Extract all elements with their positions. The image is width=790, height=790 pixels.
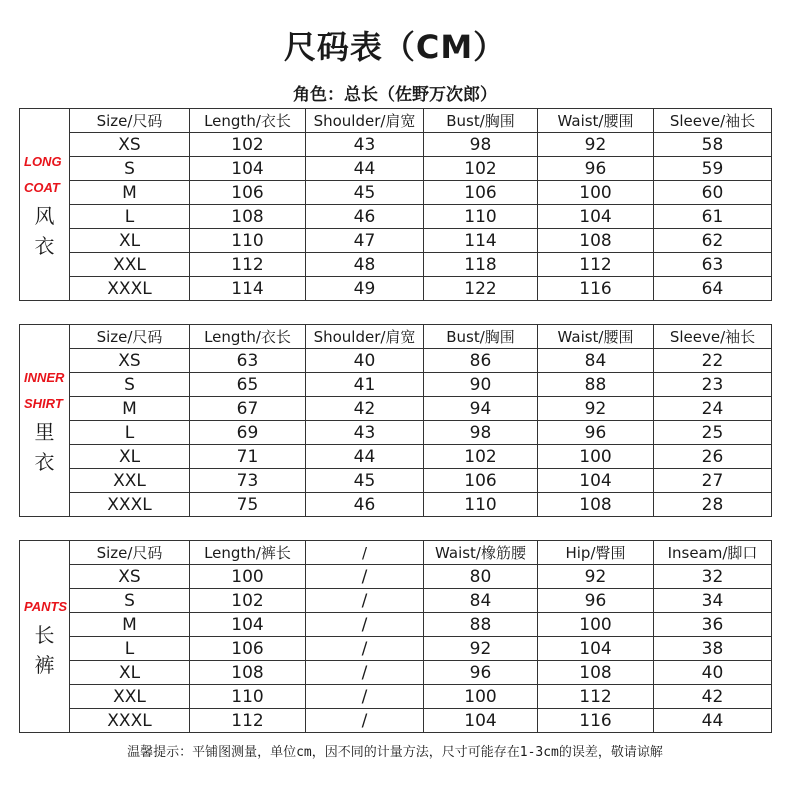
measurement-cell: 116 — [538, 277, 654, 301]
measurement-cell: 114 — [424, 229, 538, 253]
table-row — [20, 253, 772, 277]
measurement-cell: 112 — [538, 685, 654, 709]
table-row — [20, 613, 772, 637]
table-row — [20, 181, 772, 205]
table-header-row — [20, 541, 772, 565]
size-cell: M — [70, 397, 190, 421]
measurement-cell: 86 — [424, 349, 538, 373]
measurement-cell: 38 — [654, 637, 772, 661]
page-title: 尺码表（CM） — [283, 28, 507, 66]
measurement-cell: 102 — [190, 589, 306, 613]
page-subtitle: 角色：总长（佐野万次郎） — [293, 85, 497, 105]
garment-label-en: LONG — [24, 153, 62, 169]
garment-label-zh: 里 — [34, 419, 55, 444]
measurement-cell: 46 — [306, 205, 424, 229]
column-header: Size/尺码 — [70, 541, 190, 565]
size-cell: S — [70, 589, 190, 613]
column-header: Length/裤长 — [190, 541, 306, 565]
measurement-cell: 44 — [306, 157, 424, 181]
measurement-cell: 42 — [306, 397, 424, 421]
garment-label-zh: 裤 — [34, 652, 55, 677]
garment-label-en: INNER — [24, 369, 65, 385]
measurement-cell: 94 — [424, 397, 538, 421]
size-cell: L — [70, 637, 190, 661]
measurement-cell: 106 — [190, 181, 306, 205]
size-table-inner-shirt — [19, 324, 772, 517]
garment-label-zh: 长 — [34, 622, 55, 647]
measurement-cell: 41 — [306, 373, 424, 397]
measurement-cell: 108 — [190, 661, 306, 685]
measurement-cell: / — [306, 661, 424, 685]
table-row — [20, 349, 772, 373]
size-cell: XL — [70, 229, 190, 253]
column-header: Waist/橡筋腰 — [424, 541, 538, 565]
measurement-cell: 92 — [538, 133, 654, 157]
measurement-cell: 73 — [190, 469, 306, 493]
measurement-cell: 108 — [538, 661, 654, 685]
footnote: 温馨提示：平铺图测量，单位cm，因不同的计量方法，尺寸可能存在1-3cm的误差，敬请谅解 — [127, 745, 663, 760]
measurement-cell: 108 — [190, 205, 306, 229]
measurement-cell: 92 — [538, 565, 654, 589]
measurement-cell: 92 — [538, 397, 654, 421]
measurement-cell: / — [306, 589, 424, 613]
measurement-cell: / — [306, 685, 424, 709]
garment-label-en: PANTS — [24, 598, 68, 614]
column-header: / — [306, 541, 424, 565]
size-cell: XS — [70, 133, 190, 157]
garment-label — [20, 325, 70, 517]
column-header: Size/尺码 — [70, 325, 190, 349]
measurement-cell: 45 — [306, 469, 424, 493]
measurement-cell: 110 — [424, 205, 538, 229]
measurement-cell: 114 — [190, 277, 306, 301]
size-cell: M — [70, 613, 190, 637]
table-row — [20, 445, 772, 469]
measurement-cell: 100 — [538, 613, 654, 637]
table-header-row — [20, 109, 772, 133]
measurement-cell: 112 — [190, 253, 306, 277]
measurement-cell: 43 — [306, 133, 424, 157]
column-header: Length/衣长 — [190, 109, 306, 133]
measurement-cell: 59 — [654, 157, 772, 181]
table-row — [20, 205, 772, 229]
size-cell: XL — [70, 661, 190, 685]
size-cell: L — [70, 421, 190, 445]
measurement-cell: 84 — [538, 349, 654, 373]
table-row — [20, 637, 772, 661]
column-header: Sleeve/袖长 — [654, 325, 772, 349]
measurement-cell: 88 — [538, 373, 654, 397]
measurement-cell: 62 — [654, 229, 772, 253]
size-cell: XL — [70, 445, 190, 469]
measurement-cell: 42 — [654, 685, 772, 709]
size-cell: XXXL — [70, 493, 190, 517]
size-cell: XXXL — [70, 709, 190, 733]
measurement-cell: / — [306, 637, 424, 661]
table-row — [20, 157, 772, 181]
measurement-cell: 100 — [538, 181, 654, 205]
measurement-cell: 48 — [306, 253, 424, 277]
measurement-cell: 104 — [424, 709, 538, 733]
measurement-cell: 104 — [190, 157, 306, 181]
measurement-cell: 100 — [190, 565, 306, 589]
size-cell: M — [70, 181, 190, 205]
measurement-cell: 75 — [190, 493, 306, 517]
measurement-cell: 106 — [424, 469, 538, 493]
size-cell: XXL — [70, 685, 190, 709]
measurement-cell: 100 — [538, 445, 654, 469]
measurement-cell: 104 — [538, 637, 654, 661]
measurement-cell: 112 — [190, 709, 306, 733]
measurement-cell: 44 — [654, 709, 772, 733]
measurement-cell: 47 — [306, 229, 424, 253]
measurement-cell: 63 — [190, 349, 306, 373]
column-header: Inseam/脚口 — [654, 541, 772, 565]
measurement-cell: 65 — [190, 373, 306, 397]
measurement-cell: / — [306, 709, 424, 733]
measurement-cell: 96 — [538, 589, 654, 613]
table-row — [20, 373, 772, 397]
column-header: Bust/胸围 — [424, 109, 538, 133]
measurement-cell: 67 — [190, 397, 306, 421]
measurement-cell: 122 — [424, 277, 538, 301]
column-header: Hip/臀围 — [538, 541, 654, 565]
measurement-cell: 90 — [424, 373, 538, 397]
size-table-pants — [19, 540, 772, 733]
measurement-cell: 102 — [190, 133, 306, 157]
garment-label — [20, 541, 70, 733]
table-row — [20, 421, 772, 445]
column-header: Size/尺码 — [70, 109, 190, 133]
measurement-cell: 23 — [654, 373, 772, 397]
column-header: Shoulder/肩宽 — [306, 325, 424, 349]
measurement-cell: 44 — [306, 445, 424, 469]
size-cell: XXL — [70, 469, 190, 493]
measurement-cell: 61 — [654, 205, 772, 229]
measurement-cell: 110 — [190, 685, 306, 709]
measurement-cell: 100 — [424, 685, 538, 709]
size-cell: XS — [70, 565, 190, 589]
measurement-cell: 102 — [424, 157, 538, 181]
table-row — [20, 493, 772, 517]
measurement-cell: 98 — [424, 421, 538, 445]
measurement-cell: 88 — [424, 613, 538, 637]
measurement-cell: 106 — [190, 637, 306, 661]
measurement-cell: 40 — [306, 349, 424, 373]
measurement-cell: 64 — [654, 277, 772, 301]
measurement-cell: 71 — [190, 445, 306, 469]
garment-label-zh: 衣 — [34, 233, 55, 258]
measurement-cell: 34 — [654, 589, 772, 613]
measurement-cell: 96 — [538, 421, 654, 445]
measurement-cell: 104 — [190, 613, 306, 637]
measurement-cell: 58 — [654, 133, 772, 157]
table-row — [20, 469, 772, 493]
measurement-cell: 28 — [654, 493, 772, 517]
measurement-cell: 84 — [424, 589, 538, 613]
table-header-row — [20, 325, 772, 349]
column-header: Waist/腰围 — [538, 325, 654, 349]
measurement-cell: / — [306, 613, 424, 637]
size-cell: XXXL — [70, 277, 190, 301]
measurement-cell: 32 — [654, 565, 772, 589]
size-cell: L — [70, 205, 190, 229]
measurement-cell: 69 — [190, 421, 306, 445]
measurement-cell: 112 — [538, 253, 654, 277]
table-row — [20, 709, 772, 733]
measurement-cell: 96 — [424, 661, 538, 685]
garment-label-zh: 风 — [34, 203, 55, 228]
measurement-cell: 46 — [306, 493, 424, 517]
measurement-cell: 96 — [538, 157, 654, 181]
measurement-cell: 49 — [306, 277, 424, 301]
table-row — [20, 397, 772, 421]
measurement-cell: 102 — [424, 445, 538, 469]
measurement-cell: 108 — [538, 229, 654, 253]
measurement-cell: 43 — [306, 421, 424, 445]
size-cell: XXL — [70, 253, 190, 277]
measurement-cell: 36 — [654, 613, 772, 637]
measurement-cell: 25 — [654, 421, 772, 445]
garment-label — [20, 109, 70, 301]
measurement-cell: 110 — [424, 493, 538, 517]
size-table-long-coat — [19, 108, 772, 301]
measurement-cell: 104 — [538, 205, 654, 229]
measurement-cell: / — [306, 565, 424, 589]
table-row — [20, 589, 772, 613]
measurement-cell: 98 — [424, 133, 538, 157]
measurement-cell: 22 — [654, 349, 772, 373]
column-header: Shoulder/肩宽 — [306, 109, 424, 133]
measurement-cell: 27 — [654, 469, 772, 493]
measurement-cell: 92 — [424, 637, 538, 661]
measurement-cell: 108 — [538, 493, 654, 517]
garment-label-en: SHIRT — [24, 395, 63, 411]
column-header: Bust/胸围 — [424, 325, 538, 349]
measurement-cell: 116 — [538, 709, 654, 733]
measurement-cell: 118 — [424, 253, 538, 277]
measurement-cell: 106 — [424, 181, 538, 205]
table-row — [20, 565, 772, 589]
table-row — [20, 133, 772, 157]
measurement-cell: 24 — [654, 397, 772, 421]
garment-label-zh: 衣 — [34, 449, 55, 474]
table-row — [20, 685, 772, 709]
column-header: Length/衣长 — [190, 325, 306, 349]
measurement-cell: 40 — [654, 661, 772, 685]
measurement-cell: 26 — [654, 445, 772, 469]
measurement-cell: 104 — [538, 469, 654, 493]
table-row — [20, 229, 772, 253]
size-cell: XS — [70, 349, 190, 373]
measurement-cell: 45 — [306, 181, 424, 205]
measurement-cell: 60 — [654, 181, 772, 205]
garment-label-en: COAT — [24, 179, 60, 195]
measurement-cell: 80 — [424, 565, 538, 589]
table-row — [20, 661, 772, 685]
column-header: Waist/腰围 — [538, 109, 654, 133]
measurement-cell: 110 — [190, 229, 306, 253]
column-header: Sleeve/袖长 — [654, 109, 772, 133]
size-cell: S — [70, 373, 190, 397]
measurement-cell: 63 — [654, 253, 772, 277]
table-row — [20, 277, 772, 301]
size-cell: S — [70, 157, 190, 181]
